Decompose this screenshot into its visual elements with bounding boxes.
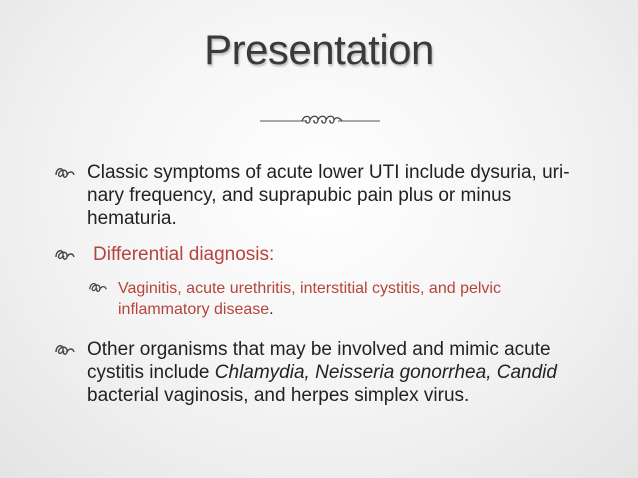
other-organisms-line-2-text: cystitis include: [87, 362, 215, 383]
curly-swirl-bullet-icon: [54, 165, 76, 181]
other-organisms-line-3: bacterial vaginosis, and herpes simplex virus.: [87, 385, 470, 406]
bullet-symptoms: [87, 161, 607, 230]
other-organisms-line-2: [87, 361, 617, 384]
curly-swirl-bullet-icon: [54, 247, 76, 263]
bullet-other-organisms: [87, 338, 617, 407]
curly-swirl-bullet-icon: [88, 280, 108, 295]
curly-swirl-bullet-icon: [54, 342, 76, 358]
organism-names: Chlamydia, Neisseria gonorrhea, Candid: [214, 362, 557, 383]
flourish-divider-icon: [258, 110, 382, 130]
bullet-symptoms-line-2: nary frequency, and suprapubic pain plus or minus: [87, 185, 512, 206]
bullet-differential: [87, 243, 607, 266]
sub-bullet-line-2-text: inflammatory disease: [118, 301, 270, 318]
sub-bullet-line-1: Vaginitis, acute urethritis, interstitial cystitis, and pelvic: [118, 280, 501, 297]
differential-label: Differential diagnosis:: [93, 244, 275, 265]
sub-bullet-line-2-period: .: [269, 301, 274, 318]
slide-title: Presentation: [204, 26, 434, 73]
sub-bullet-differential-list: [118, 278, 598, 320]
sub-bullet-line-2: [118, 299, 598, 320]
bullet-symptoms-line-3: hematuria.: [87, 208, 177, 229]
bullet-symptoms-line-1: Classic symptoms of acute lower UTI include dysuria, uri-: [87, 162, 570, 183]
other-organisms-line-1: Other organisms that may be involved and mimic acute: [87, 339, 551, 360]
